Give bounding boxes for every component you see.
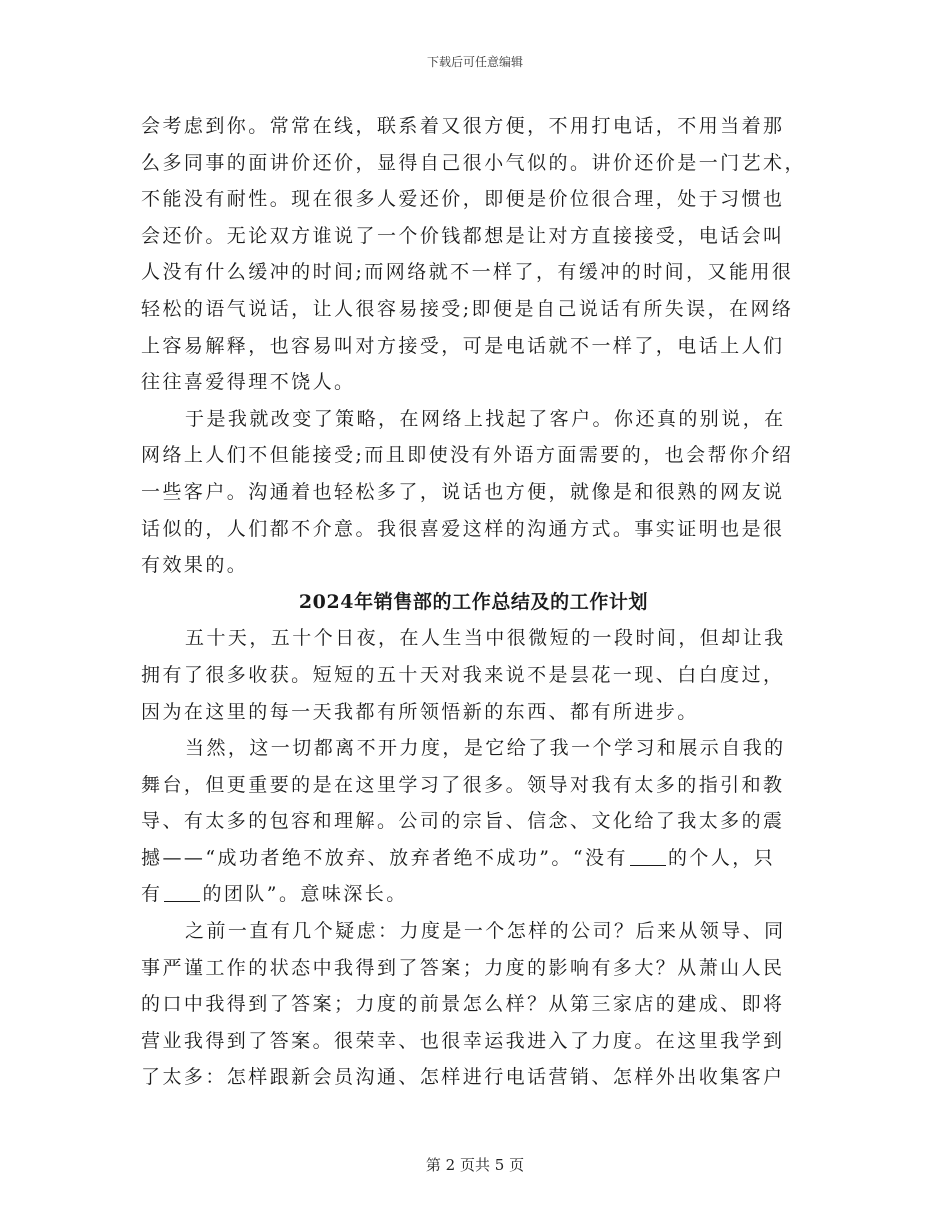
text-line: 么多同事的面讲价还价，显得自己很小气似的。讲价还价是一门艺术， [141,151,806,174]
text-line: 于是我就改变了策略，在网络上找起了客户。你还真的别说，在 [185,407,786,430]
text-line: 会考虑到你。常常在线，联系着又很方便，不用打电话，不用当着那 [141,115,785,137]
text-line: 上容易解释，也容易叫对方接受，可是电话就不一样了，电话上人们 [141,334,785,357]
text-line: 事严谨工作的状态中我得到了答案；力度的影响有多大？从萧山人民 [141,956,785,979]
text-line: 当然，这一切都离不开力度，是它给了我一个学习和展示自我的 [185,737,786,760]
text-line: 了太多：怎样跟新会员沟通、怎样进行电话营销、怎样外出收集客户 [141,1066,785,1089]
text-line: 不能没有耐性。现在很多人爱还价，即便是价位很合理，处于习惯也 [141,188,785,211]
text-line: 拥有了很多收获。短短的五十天对我来说不是昙花一现、白白度过， [141,663,785,686]
text-line: 营业我得到了答案。很荣幸、也很幸运我进入了力度。在这里我学到 [141,1029,785,1052]
page-header: 下载后可任意编辑 [426,55,523,69]
text-line: 五十天，五十个日夜，在人生当中很微短的一段时间，但却让我 [185,627,786,650]
text-line: 舞台，但更重要的是在这里学习了很多。领导对我有太多的指引和教 [141,773,785,796]
text-line: 导、有太多的包容和理解。公司的宗旨、信念、文化给了我太多的震 [141,810,785,833]
text-line: 会还价。无论双方谁说了一个价钱都想是让对方直接接受，电话会叫 [141,224,785,247]
text-line: 轻松的语气说话，让人很容易接受;即便是自己说话有所失误，在网络 [141,297,794,320]
text-segment: 有 [141,883,163,906]
text-segment: 撼——“成功者绝不放弃、放弃者绝不成功”。“没有 [141,846,628,869]
page-footer: 第 2 页共 5 页 [425,1156,525,1174]
section-title: 2024年销售部的工作总结及的工作计划 [298,590,649,613]
text-line [141,876,806,913]
text-line: 人没有什么缓冲的时间;而网络就不一样了，有缓冲的时间，又能用很 [141,261,794,284]
text-line: 因为在这里的每一天我都有所领悟新的东西、都有所进步。 [141,700,699,723]
fill-in-blank [630,845,666,866]
fill-in-blank [164,881,200,902]
document-body [141,108,806,1096]
text-line [141,840,806,877]
text-line: 有效果的。 [141,554,249,577]
text-line: 往往喜爱得理不饶人。 [141,371,356,394]
text-line: 网络上人们不但能接受;而且即使没有外语方面需要的，也会帮你介绍 [141,444,794,467]
text-line: 的口中我得到了答案；力度的前景怎么样？从第三家店的建成、即将 [141,993,785,1016]
text-line: 话似的，人们都不介意。我很喜爱这样的沟通方式。事实证明也是很 [141,517,785,540]
text-segment: 的个人，只 [667,846,776,869]
text-line: 一些客户。沟通着也轻松多了，说话也方便，就像是和很熟的网友说 [141,480,785,503]
text-segment: 的团队”。意味深长。 [202,883,408,906]
text-line: 之前一直有几个疑虑：力度是一个怎样的公司？后来从领导、同 [185,920,786,943]
